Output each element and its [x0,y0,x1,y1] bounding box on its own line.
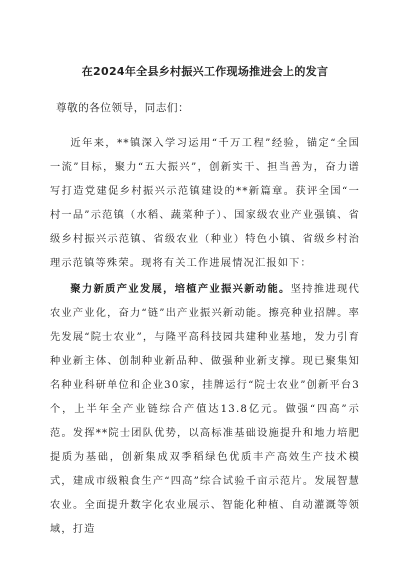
paragraph-industry-heading: 聚力新质产业发展，培植产业振兴新动能。 [70,284,291,295]
salutation: 尊敬的各位领导，同志们： [56,102,190,114]
paragraph-industry [50,278,360,542]
paragraph-intro-text: 近年来，**镇深入学习运用“千万工程”经验，锚定“全国一流”目标，聚力“五大振兴”，创新实干、担当善为，奋力谱写打造党建促乡村振兴示范镇建设的**新篇章。获评全国“一村一品”示范镇（水稻、蔬菜种子）、国家级农业产业强镇、省级乡村振兴示范镇、省级农业（种业）特色小镇、省级乡村治理示范镇等殊荣。现将有关工作进展情况汇报如下： [50,138,360,269]
paragraph-industry-text: 坚持推进现代农业产业化，奋力“链”出产业振兴新动能。擦亮种业招牌。率先发展“院士农业”，与隆平高科技园共建种业基地，发力引育种业新主体、创制种业新品种、做强种业新支撑。现已聚集知名种业科研单位和企业30家，挂牌运行“院士农业”创新平台3个，上半年全产业链综合产值达13.8亿元。做强“四高”示范。发挥**院士团队优势，以高标准基础设施提升和地力培肥提质为基础，创新集成双季稻绿色优质丰产高效生产技术模式，建成市级粮食生产“四高”综合试验千亩示范片。发展智慧农业。全面提升数字化农业展示、智能化种植、自动灌溉等领域，打造 [50,284,360,535]
paragraph-intro [50,132,360,276]
document-title: 在2024年全县乡村振兴工作现场推进会上的发言 [81,65,329,78]
